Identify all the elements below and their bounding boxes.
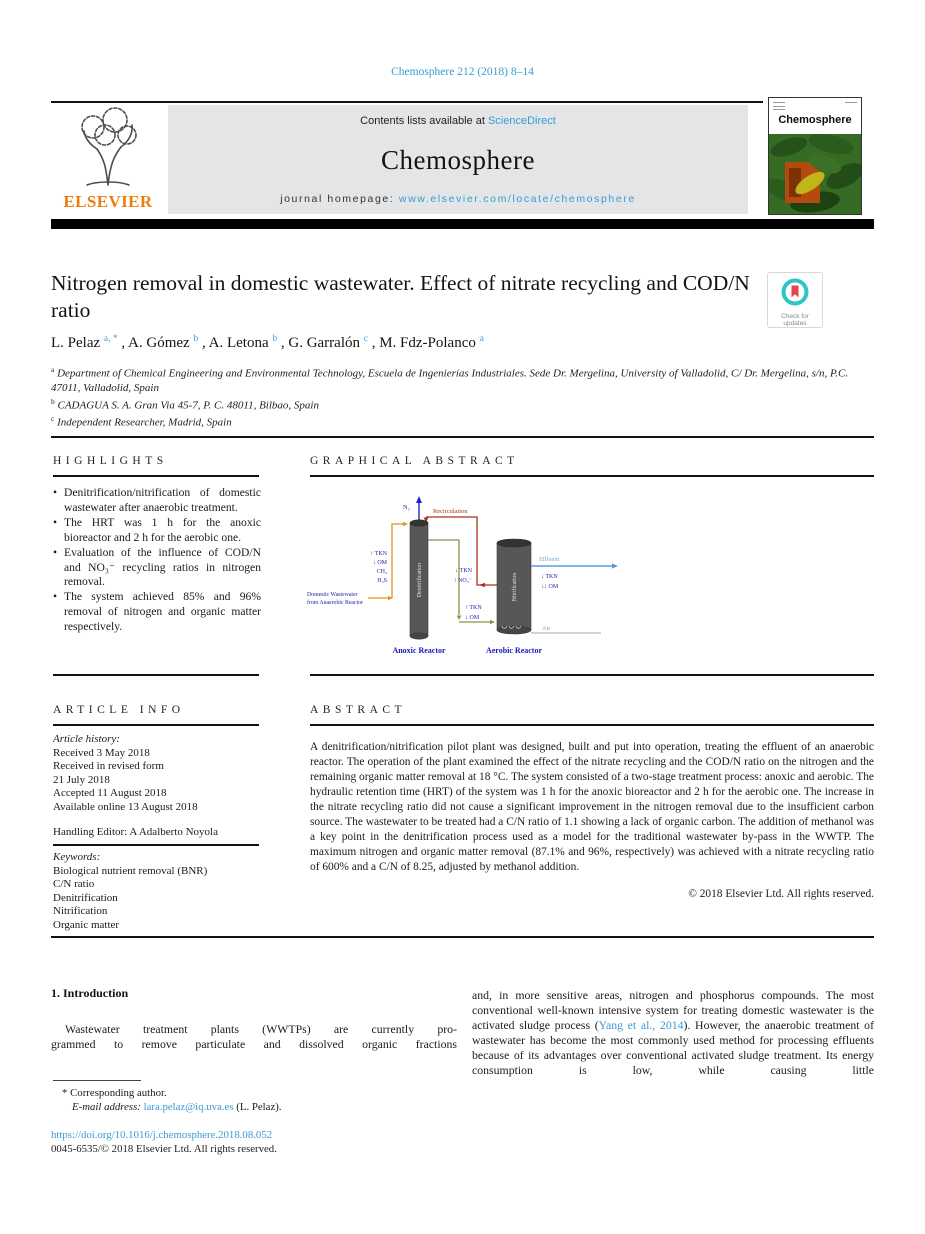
- homepage-line: [280, 193, 636, 205]
- introduction-left-column: [51, 1022, 457, 1052]
- sciencedirect-link[interactable]: ScienceDirect: [487, 115, 556, 127]
- author-affil-sup[interactable]: b: [193, 334, 199, 344]
- banner-bottom-bar: [51, 219, 874, 229]
- graphical-abstract-bottom-rule: [310, 674, 874, 676]
- copyright-line: © 2018 Elsevier Ltd. All rights reserved.: [688, 888, 874, 900]
- n2-arrowhead: [416, 496, 422, 503]
- footnote-marker: *: [62, 1087, 68, 1099]
- cover-art: [769, 134, 861, 214]
- doi-link[interactable]: https://doi.org/10.1016/j.chemosphere.2018.08.052: [51, 1129, 273, 1141]
- issn-copyright-line: 0045-6535/© 2018 Elsevier Ltd. All rights reserved.: [51, 1143, 277, 1155]
- intro-right-text: and, in more sensitive areas, nitrogen and phosphorus compounds. The most conventional well-known intensive system for treating domestic wastewater is the activated sludge process (: [472, 988, 874, 1032]
- svg-text:↑ TKN: ↑ TKN: [370, 551, 387, 557]
- handling-editor: Handling Editor: A Adalberto Noyola: [53, 825, 218, 838]
- history-line: 21 July 2018: [53, 773, 110, 786]
- abstract-rule: [310, 724, 874, 726]
- article-info-heading: ARTICLE INFO: [53, 704, 185, 716]
- article-history: [53, 733, 268, 839]
- affiliation: $^c$ Independent Researcher, Madrid, Spain: [51, 414, 232, 429]
- author-name: , G. Garralón: [280, 335, 364, 351]
- svg-text:↑ TKN: ↑ TKN: [465, 605, 482, 611]
- svg-text:↓ OM: ↓ OM: [372, 560, 387, 566]
- article-title: Nitrogen removal in domestic wastewater. Effect of nitrate recycling and COD/N ratio: [51, 271, 750, 322]
- keyword: Organic matter: [53, 918, 120, 931]
- intro-right-text: ). However, the anaerobic treatment of wastewater has become the most commonly used method for processing effluents because of its advantages over conventional activated sludge treatment. Its energy consumption is low, while causing little: [472, 1018, 875, 1077]
- author-affil-sup[interactable]: c: [363, 334, 368, 344]
- air-label: Air: [542, 625, 551, 632]
- crossmark-icon: [780, 277, 810, 307]
- effluent-arrowhead: [612, 563, 618, 568]
- highlight-item: • The HRT was 1 h for the anoxic bioreactor and 2 h for the aerobic one.: [53, 516, 261, 546]
- history-line: Received 3 May 2018: [53, 746, 150, 759]
- check-updates-label: Check for updates: [781, 313, 809, 327]
- highlights-bottom-rule: [53, 674, 259, 676]
- svg-text:Domestic Wastewater: Domestic Wastewater: [307, 592, 358, 598]
- cover-issn-lines: [773, 102, 785, 110]
- cover-title: Chemosphere: [778, 114, 852, 126]
- affiliation: $^a$ Department of Chemical Engineering and Environmental Technology, Escuela de Ingenierías Industriales. Sede Dr. Mergelina, University of Valladolid, C/ Dr. Mergelina, s/n, P.C. 47011, Valladolid, Spain: [51, 365, 849, 394]
- highlights-list: [53, 486, 261, 635]
- intro-left-line: grammed to remove particulate and dissolved organic fractions: [51, 1037, 457, 1051]
- homepage-label: journal homepage:: [280, 193, 399, 205]
- abstract-heading: ABSTRACT: [310, 704, 407, 716]
- email-label: E-mail address:: [72, 1101, 141, 1113]
- elsevier-logo[interactable]: [51, 105, 165, 214]
- email-note: [72, 1101, 452, 1113]
- abstract-bottom-rule: [51, 936, 874, 938]
- keyword: Biological nutrient removal (BNR): [53, 864, 208, 877]
- anoxic-reactor-cylinder: [410, 520, 428, 639]
- introduction-right-column: [472, 988, 874, 1078]
- corresponding-author-text: Corresponding author.: [70, 1087, 167, 1099]
- elsevier-tree-icon: [69, 105, 147, 189]
- svg-text:↓ OM: ↓ OM: [465, 615, 480, 621]
- affiliations: [51, 363, 873, 430]
- journal-name: Chemosphere: [381, 144, 535, 175]
- history-line: Accepted 11 August 2018: [53, 787, 167, 800]
- author-name: , M. Fdz-Polanco: [371, 335, 480, 351]
- highlight-item: • Evaluation of the influence of COD/N and NO₃⁻ recycling ratios in nitrogen removal.: [53, 546, 261, 591]
- anoxic-fill-label: Denitrification: [417, 562, 423, 598]
- contents-line-text: Contents lists available at: [360, 115, 488, 127]
- anoxic-reactor-label: Anoxic Reactor: [392, 646, 446, 655]
- affiliation: $^b$ CADAGUA S. A. Gran Via 45-7, P. C. 48011, Bilbao, Spain: [51, 396, 319, 412]
- highlights-heading: HIGHLIGHTS: [53, 455, 168, 467]
- aerobic-reactor-cylinder: [497, 539, 531, 634]
- title-block-rule: [51, 436, 874, 438]
- highlight-item: • The system achieved 85% and 96% removal of nitrogen and organic matter respectively.: [53, 590, 261, 635]
- svg-text:↑ NO₃⁻: ↑ NO₃⁻: [453, 578, 472, 584]
- highlight-item: • Denitrification/nitrification of domestic wastewater after anaerobic treatment.: [53, 486, 261, 516]
- cover-volume-lines: [845, 102, 857, 110]
- effluent-label: Effluent: [539, 556, 560, 563]
- n2-label: N₂: [403, 504, 410, 511]
- elsevier-wordmark: ELSEVIER: [63, 192, 153, 211]
- svg-text:CH₄: CH₄: [376, 569, 387, 575]
- citation-link-yang-2014[interactable]: Yang et al., 2014: [598, 1018, 684, 1032]
- contents-line: [360, 115, 556, 127]
- email-link[interactable]: lara.pelaz@iq.uva.es: [143, 1101, 234, 1113]
- svg-text:↓ TKN: ↓ TKN: [455, 568, 472, 574]
- author-name: , A. Letona: [201, 335, 273, 351]
- author-affil-sup[interactable]: a, *: [103, 334, 118, 344]
- graphical-abstract-figure: [305, 487, 685, 662]
- footnote-rule: [53, 1080, 141, 1081]
- svg-text:↓ TKN: ↓ TKN: [541, 574, 558, 580]
- keywords-block: [53, 851, 268, 933]
- journal-cover-link[interactable]: [768, 97, 862, 215]
- author-affil-sup[interactable]: a: [479, 334, 484, 344]
- history-line: Received in revised form: [53, 760, 164, 773]
- introduction-heading: 1. Introduction: [51, 986, 129, 1000]
- aerobic-fill-label: Nitrification: [512, 572, 518, 602]
- author-line: [51, 334, 811, 352]
- history-line: Available online 13 August 2018: [53, 800, 198, 813]
- keywords-label: Keywords:: [53, 851, 101, 863]
- svg-text:H₂S: H₂S: [377, 578, 387, 584]
- recirculation-arrowheads: [421, 518, 485, 631]
- recirculation-label: Recirculation: [433, 508, 468, 515]
- corresponding-author-note: [62, 1087, 442, 1099]
- graphical-abstract-heading: GRAPHICAL ABSTRACT: [310, 455, 519, 467]
- cover-header: [769, 98, 861, 134]
- highlights-rule: [53, 475, 259, 477]
- article-history-label: Article history:: [53, 733, 120, 745]
- svg-text:from Anaerobic Reactor: from Anaerobic Reactor: [307, 600, 364, 606]
- journal-citation-link[interactable]: Chemosphere 212 (2018) 8–14: [391, 66, 534, 78]
- homepage-url-link[interactable]: www.elsevier.com/locate/chemosphere: [398, 193, 636, 205]
- svg-text:↓↓ OM: ↓↓ OM: [541, 584, 559, 590]
- abstract-text: A denitrification/nitrification pilot plant was designed, built and put into operation, treating the effluent of an anaerobic reactor. The operation of the plant examined the effect of the nitrate recycling and the COD/N ratio on the nitrogen and the remaining organic matter removal at 18 °C. The system consisted of a two-stage treatment process: anoxic and aerobic. The hydraulic retention time (HRT) of the system was 1 h for the anoxic bioreactor and 2 h for the aerobic one. The increase in the nitrate recycling ratio did not cause a significant improvement in the nitrogen removal due to the insufficient carbon source. The wastewater to be treated had a C/N ratio of 1.1 showing a lack of organic carbon. The addition of methanol was a key point in the denitrification process used as a model for the traditional wastewater by-pass in the WWTP. The maximum nitrogen and organic matter removal (87.1% and 96%, respectively) was achieved with a nitrate recycling ratio of 600% and a C/N of 8.25, adjusted by methanol addition.: [310, 741, 874, 873]
- graphical-abstract-rule: [310, 475, 874, 477]
- author-affil-sup[interactable]: b: [272, 334, 278, 344]
- article-info-rule: [53, 724, 259, 726]
- keyword: C/N ratio: [53, 878, 95, 891]
- intro-left-line: Wastewater treatment plants (WWTPs) are currently pro-: [65, 1022, 457, 1036]
- influent-flow-lines: [368, 524, 415, 625]
- aerobic-reactor-label: Aerobic Reactor: [485, 646, 543, 655]
- check-updates-badge[interactable]: [767, 272, 823, 328]
- author-name: L. Pelaz: [51, 335, 104, 351]
- author-name: , A. Gómez: [121, 335, 194, 351]
- keywords-rule: [53, 844, 259, 846]
- keyword: Denitrification: [53, 891, 118, 904]
- influent-source-label: [307, 592, 363, 606]
- keyword: Nitrification: [53, 905, 108, 918]
- header-rule: [51, 101, 763, 103]
- journal-banner: [168, 105, 748, 214]
- email-tail: (L. Pelaz).: [236, 1101, 282, 1113]
